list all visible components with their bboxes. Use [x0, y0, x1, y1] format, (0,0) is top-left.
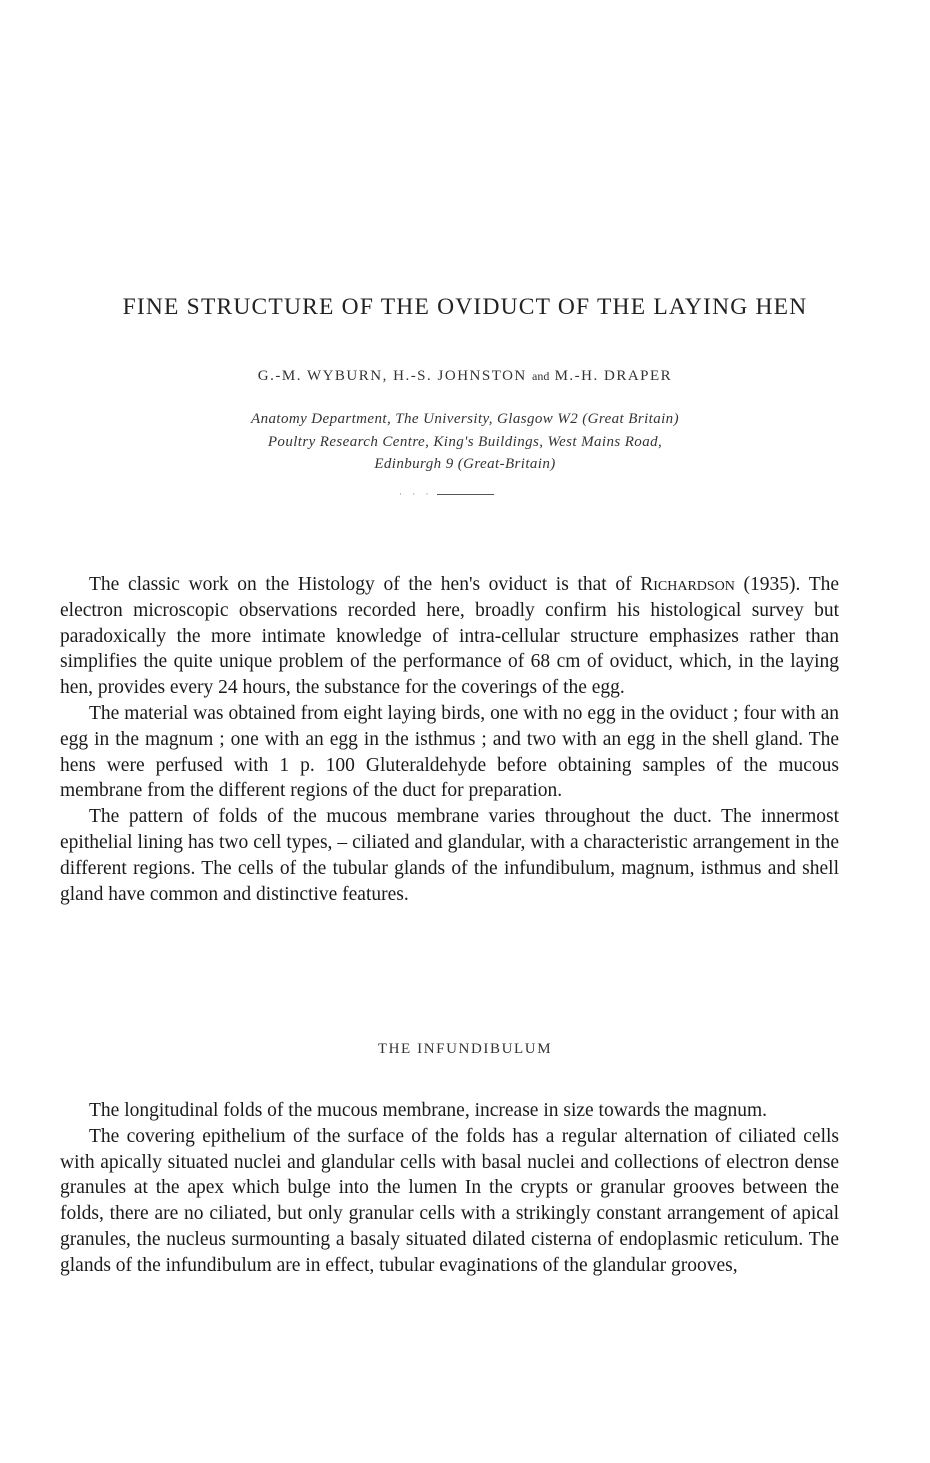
author-names-last: M.-H. DRAPER [554, 368, 673, 384]
affiliation-line-3: Edinburgh 9 (Great-Britain) [374, 456, 556, 472]
affiliation-line-1: Anatomy Department, The University, Glasgow W2 (Great Britain) [251, 411, 679, 427]
intro-paragraph-1-start: The classic work on the Histology of the hen's oviduct is that of [89, 574, 641, 595]
section-paragraph-1: The longitudinal folds of the mucous membrane, increase in size towards the magnum. [89, 1100, 767, 1121]
affiliation-line-2: Poultry Research Centre, King's Buildings, West Mains Road, [267, 434, 663, 450]
separator-dots: · · · [399, 489, 433, 499]
intro-paragraph-1-end: (1935). The electron microscopic observations recorded here, broadly confirm his histological survey but paradoxically the more intimate knowledge of intra-cellular structure emphasizes rather than simplifies the quite unique problem of the performance of 68 cm of oviduct, which, in the laying hen, provides every 24 hours, the substance for the coverings of the egg. [60, 574, 840, 699]
infundibulum-text [60, 1098, 839, 1279]
author-conjunction: and [532, 369, 550, 383]
introduction-text [60, 572, 839, 907]
author-names-first: G.-M. WYBURN, H.-S. JOHNSTON [257, 368, 527, 384]
section-heading: THE INFUNDIBULUM [377, 1041, 553, 1057]
intro-paragraph-3: The pattern of folds of the mucous membrane varies throughout the duct. The innermost epithelial lining has two cell types, – ciliated and glandular, with a characteristic arrangement in the different regions. The cells of the tubular glands of the infundibulum, magnum, isthmus and shell gland have common and distinctive features. [60, 806, 839, 905]
intro-paragraph-1 [60, 572, 839, 701]
section-paragraph-2: The covering epithelium of the surface of the folds has a regular alternation of ciliated cells with apically situated nuclei and glandular cells with basal nuclei and collections of electron dense granules at the apex which bulge into the lumen In the crypts or granular grooves between the folds, there are no ciliated, but only granular cells with a strikingly constant arrangement of apical granules, the nucleus surmounting a basaly situated dilated cisterna of endoplasmic reticulum. The glands of the infundibulum are in effect, tubular evaginations of the glandular grooves, [60, 1125, 839, 1276]
intro-paragraph-2: The material was obtained from eight laying birds, one with no egg in the oviduct ; four with an egg in the magnum ; one with an egg in the isthmus ; and two with an egg in the shell gland. The hens were perfused with 1 p. 100 Gluteraldehyde before obtaining samples of the mucous membrane from the different regions of the duct for preparation. [60, 702, 839, 802]
paper-title: FINE STRUCTURE OF THE OVIDUCT OF THE LAYING HEN [122, 294, 808, 320]
separator-rule [437, 494, 494, 495]
author-list [0, 368, 930, 385]
cited-author: Richardson [640, 574, 735, 595]
